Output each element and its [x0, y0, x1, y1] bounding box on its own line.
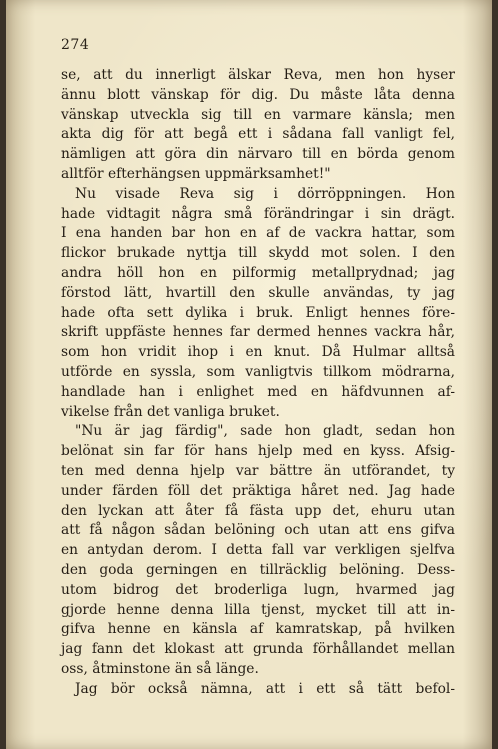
page-number: 274: [61, 37, 90, 53]
text-line: ännu blott vänskap för dig. Du måste låta denna: [61, 86, 455, 103]
text-line: under färden föll det präktiga håret ned. Jag hade: [61, 482, 455, 499]
text-line: belönat sin far för hans hjelp med en kyss. Afsig-: [61, 443, 455, 460]
text-line: att få någon sådan belöning och utan att ens gifva: [61, 522, 455, 539]
text-line: "Nu är jag färdig", sade hon gladt, sedan hon: [75, 423, 455, 440]
text-line: som hon vridit ihop i en knut. Då Hulmar alltså: [61, 344, 455, 361]
text-line: alltför efterhängsen uppmärksamhet!": [61, 165, 331, 182]
text-line: hade ofta sett dylika i bruk. Enligt hennes före-: [61, 304, 455, 321]
text-line: I ena handen bar hon en af de vackra hattar, som: [61, 225, 455, 242]
text-line: skrift uppfäste hennes far dermed hennes vackra hår,: [61, 324, 455, 341]
text-line: se, att du innerligt älskar Reva, men hon hyser: [61, 67, 455, 83]
text-line: gjorde henne denna lilla tjenst, mycket till att in-: [61, 601, 455, 618]
text-line: den goda gerningen en tillräcklig belöning. Dess-: [61, 561, 455, 578]
text-line: förstod lätt, hvartill den skulle användas, ty jag: [61, 284, 455, 301]
book-page: [6, 0, 492, 749]
text-line: utförde en syssla, som vanligtvis tillkom mödrarna,: [61, 363, 455, 380]
text-line: en antydan derom. I detta fall var verkligen sjelfva: [61, 542, 455, 559]
text-line: utom bidrog det broderliga lugn, hvarmed jag: [61, 581, 455, 598]
text-line: gifva henne en känsla af kamratskap, på hvilken: [61, 621, 455, 638]
text-line: hade vidtagit några små förändringar i sin drägt.: [61, 205, 455, 222]
text-line: den lyckan att åter få fästa upp det, ehuru utan: [61, 502, 455, 519]
body-text: [61, 66, 455, 700]
text-line: flickor brukade nyttja till skydd mot solen. I den: [61, 245, 455, 262]
text-line: vikelse från det vanliga bruket.: [61, 403, 280, 420]
text-line: Jag bör också nämna, att i ett så tätt befol-: [75, 680, 455, 697]
text-line: ten med denna hjelp var bättre än utförandet, ty: [61, 462, 455, 479]
text-line: akta dig för att begå ett i sådana fall vanligt fel,: [61, 126, 455, 143]
text-line: vänskap utveckla sig till en varmare känsla; men: [61, 106, 455, 123]
text-line: jag fann det klokast att grunda förhållandet mellan: [61, 641, 455, 658]
text-line: Nu visade Reva sig i dörröppningen. Hon: [75, 185, 455, 202]
text-line: oss, åtminstone än så länge.: [61, 660, 259, 677]
text-line: handlade han i enlighet med en häfdvunnen af-: [61, 383, 455, 400]
text-line: andra höll hon en pilformig metallprydnad; jag: [61, 264, 455, 281]
text-line: nämligen att göra din närvaro till en börda genom: [61, 146, 455, 163]
